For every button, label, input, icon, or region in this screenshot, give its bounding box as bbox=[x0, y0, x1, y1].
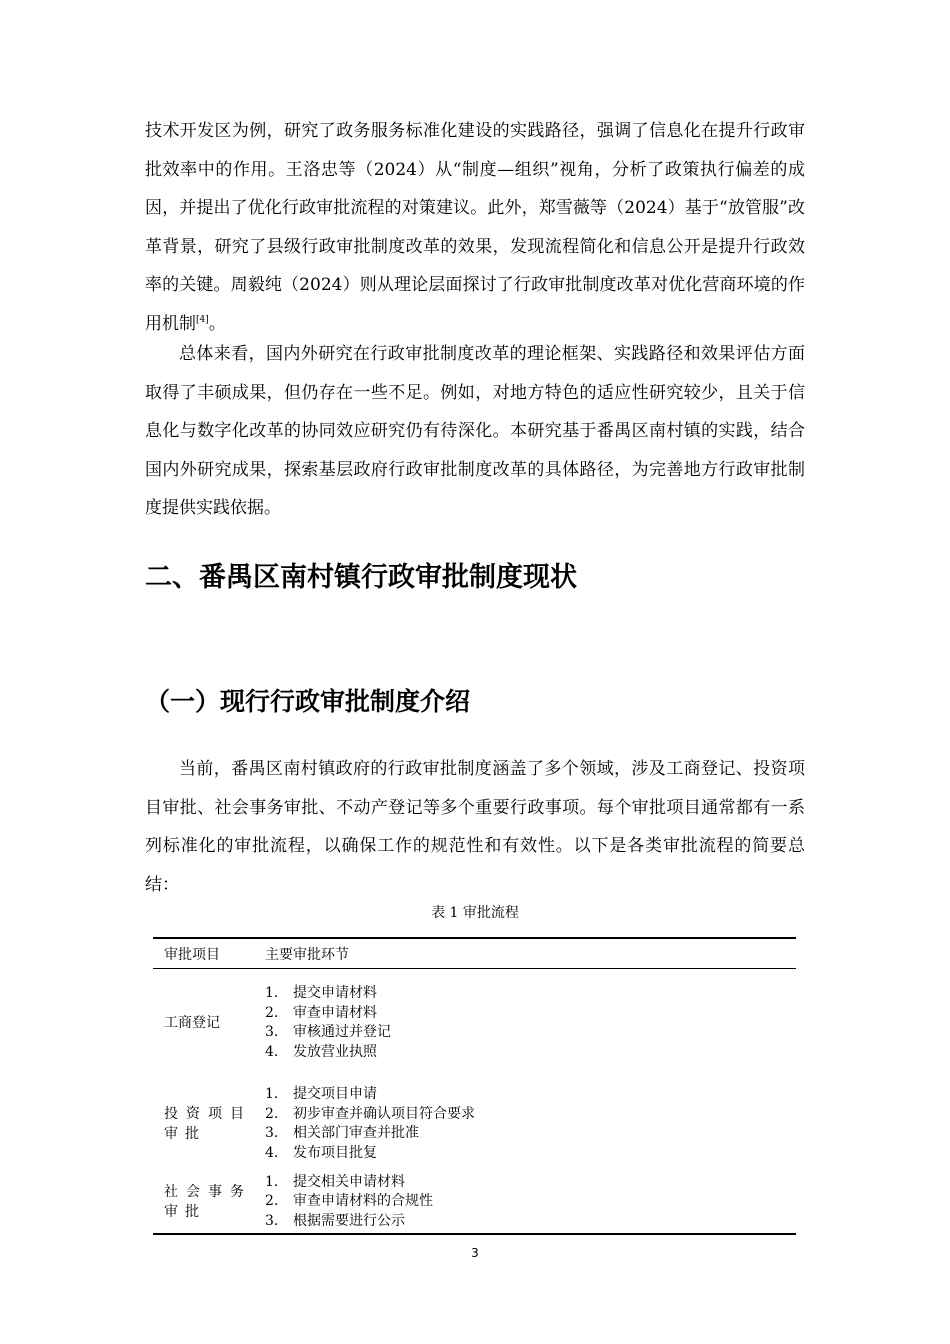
step-list bbox=[252, 1085, 796, 1163]
table-cell-item: 工商登记 bbox=[164, 1015, 220, 1031]
table-cell-item: 社会事务审批 bbox=[164, 1184, 251, 1220]
table-header-steps: 主要审批环节 bbox=[265, 946, 349, 963]
step-list bbox=[252, 984, 796, 1062]
table-row bbox=[153, 969, 796, 1075]
table-cell-item: 投资项目审批 bbox=[164, 1106, 251, 1142]
step-item: 1. 提交项目申请 bbox=[265, 1086, 377, 1102]
step-item: 1. 提交相关申请材料 bbox=[265, 1173, 405, 1190]
step-list bbox=[252, 1173, 796, 1232]
paragraph-current-system: 当前，番禺区南村镇政府的行政审批制度涵盖了多个领域，涉及工商登记、投资项目审批、社会事务审批、不动产登记等多个重要行政事项。每个审批项目通常都有一系列标准化的审批流程，以确保工作的规范性和有效性。以下是各类审批流程的简要总结： bbox=[145, 759, 805, 895]
subsection-heading: （一）现行行政审批制度介绍 bbox=[145, 687, 471, 716]
table-header-item: 审批项目 bbox=[164, 946, 220, 963]
table-caption: 表 1 审批流程 bbox=[431, 905, 519, 921]
paragraph-summary: 总体来看，国内外研究在行政审批制度改革的理论框架、实践路径和效果评估方面取得了丰硕成果，但仍存在一些不足。例如，对地方特色的适应性研究较少，且关于信息化与数字化改革的协同效应研究仍有待深化。本研究基于番禺区南村镇的实践，结合国内外研究成果，探索基层政府行政审批制度改革的具体路径，为完善地方行政审批制度提供实践依据。 bbox=[145, 344, 805, 518]
step-item: 4. 发布项目批复 bbox=[265, 1144, 377, 1161]
paragraph-text: 技术开发区为例，研究了政务服务标准化建设的实践路径，强调了信息化在提升行政审批效率中的作用。王洛忠等（2024）从“制度—组织”视角，分析了政策执行偏差的成因，并提出了优化行政审批流程的对策建议。此外，郑雪薇等（2024）基于“放管服”改革背景，研究了县级行政审批制度改革的效果，发现流程简化和信息公开是提升行政效率的关键。周毅纯（2024）则从理论层面探讨了行政审批制度改革对优化营商环境的作用机制 bbox=[145, 121, 805, 334]
step-item: 1. 提交申请材料 bbox=[265, 985, 377, 1001]
step-item: 3. 相关部门审查并批准 bbox=[265, 1125, 419, 1141]
paragraph-literature-review bbox=[145, 112, 805, 343]
step-item: 2. 审查申请材料的合规性 bbox=[265, 1193, 433, 1210]
step-item: 2. 初步审查并确认项目符合要求 bbox=[265, 1105, 475, 1122]
table-row bbox=[153, 1167, 796, 1233]
step-item: 3. 审核通过并登记 bbox=[265, 1024, 391, 1040]
section-heading: 二、番禺区南村镇行政审批制度现状 bbox=[145, 562, 577, 593]
step-item: 2. 审查申请材料 bbox=[265, 1004, 377, 1021]
table-header-row bbox=[153, 939, 796, 969]
citation-reference: [4] bbox=[196, 314, 209, 325]
step-item: 4. 发放营业执照 bbox=[265, 1043, 377, 1060]
step-item: 3. 根据需要进行公示 bbox=[265, 1212, 405, 1229]
page-number: 3 bbox=[471, 1246, 479, 1260]
approval-process-table bbox=[153, 937, 796, 1235]
paragraph-end: 。 bbox=[208, 313, 226, 334]
table-row bbox=[153, 1075, 796, 1167]
